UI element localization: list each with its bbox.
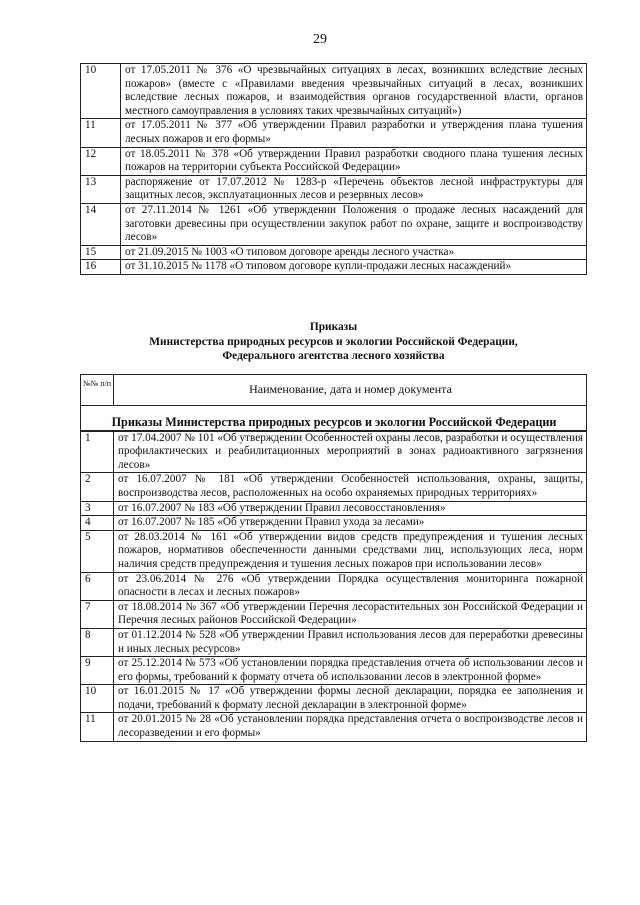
- table-row: [81, 628, 587, 656]
- row-number: 10: [81, 685, 114, 713]
- table-row: [81, 147, 587, 175]
- row-number: 16: [81, 260, 121, 275]
- row-number: 6: [81, 572, 114, 600]
- document-description: от 17.05.2011 № 377 «Об утверждении Правил разработки и утверждения плана тушения лесных пожаров и его формы»: [121, 119, 587, 147]
- table-row: [81, 657, 587, 685]
- row-number: 7: [81, 600, 114, 628]
- document-description: от 18.05.2011 № 378 «Об утверждении Правил разработки сводного плана тушения лесных пожаров на территории субъекта Российской Федерации»: [121, 147, 587, 175]
- document-description: от 31.10.2015 № 1178 «О типовом договоре купли-продажи лесных насаждений»: [121, 260, 587, 275]
- table-row: [81, 600, 587, 628]
- table-row: [81, 713, 587, 741]
- document-description: от 23.06.2014 № 276 «Об утверждении Порядка осуществления мониторинга пожарной опасности в лесах и лесных пожаров»: [114, 572, 587, 600]
- document-description: от 21.09.2015 № 1003 «О типовом договоре аренды лесного участка»: [121, 245, 587, 260]
- document-description: от 17.05.2011 № 376 «О чрезвычайных ситуациях в лесах, возникших вследствие лесных пожаров» (вместе с «Правилами введения чрезвычайных ситуаций в лесах, возникших вследствие лесных пожаров, и взаимодействия органов государственной власти, органов местного самоуправления в условиях таких чрезвычайных ситуаций»): [121, 64, 587, 119]
- document-description: от 01.12.2014 № 528 «Об утверждении Правил использования лесов для переработки древесины и иных лесных ресурсов»: [114, 628, 587, 656]
- table-row: [81, 119, 587, 147]
- table-row: [81, 530, 587, 572]
- row-number: 15: [81, 245, 121, 260]
- row-number: 13: [81, 175, 121, 203]
- table-row: [81, 203, 587, 245]
- row-number: 9: [81, 657, 114, 685]
- page-number: 29: [313, 32, 327, 47]
- row-number: 12: [81, 147, 121, 175]
- table-row: [81, 64, 587, 119]
- row-number: 8: [81, 628, 114, 656]
- document-description: от 16.07.2007 № 181 «Об утверждении Особенностей использования, охраны, защиты, воспроизводства лесов, расположенных на особо охраняемых природных территориях»: [114, 473, 587, 501]
- table-row: [81, 501, 587, 516]
- header-number-cell: №№ п/п: [81, 375, 114, 406]
- table-row: [81, 473, 587, 501]
- table-row: [81, 572, 587, 600]
- orders-heading-line-2: Министерства природных ресурсов и экологии Российской Федерации,: [149, 335, 518, 348]
- document-description: от 18.08.2014 № 367 «Об утверждении Перечня лесорастительных зон Российской Федерации и Перечня лесных районов Российской Федерации»: [114, 600, 587, 628]
- document-description: от 28.03.2014 № 161 «Об утверждении видов средств предупреждения и тушения лесных пожаров, нормативов обеспеченности данными средствами лиц, использующих леса, норм наличия средств предупреждения и тушения лесных пожаров при использовании лесов»: [114, 530, 587, 572]
- row-number: 1: [81, 431, 114, 473]
- orders-heading: [80, 320, 587, 364]
- orders-heading-line-1: Приказы: [309, 321, 358, 333]
- header-title-cell: Наименование, дата и номер документа: [114, 375, 587, 406]
- row-number: 11: [81, 119, 121, 147]
- row-number: 3: [81, 501, 114, 516]
- document-description: от 25.12.2014 № 573 «Об установлении порядка представления отчета об использовании лесов и его формы, требований к формату отчета об использовании лесов в электронной форме»: [114, 657, 587, 685]
- document-description: от 16.01.2015 № 17 «Об утверждении формы лесной декларации, порядка ее заполнения и подачи, требований к формату лесной декларации в электронной форме»: [114, 685, 587, 713]
- table-header-row: [81, 375, 587, 406]
- ministry-orders-table: [80, 374, 587, 742]
- row-number: 2: [81, 473, 114, 501]
- table-row: [81, 431, 587, 473]
- table-row: [81, 175, 587, 203]
- section-title-row: [81, 406, 587, 431]
- government-decrees-table: [80, 63, 587, 275]
- document-description: распоряжение от 17.07.2012 № 1283-р «Перечень объектов лесной инфраструктуры для защитных лесов, эксплуатационных лесов и резервных лесов»: [121, 175, 587, 203]
- table-row: [81, 516, 587, 531]
- document-description: от 16.07.2007 № 185 «Об утверждении Правил ухода за лесами»: [114, 516, 587, 531]
- row-number: 10: [81, 64, 121, 119]
- row-number: 4: [81, 516, 114, 531]
- table-row: [81, 685, 587, 713]
- document-description: от 27.11.2014 № 1261 «Об утверждении Положения о продаже лесных насаждений для заготовки древесины при осуществлении закупок работ по охране, защите и воспроизводству лесов»: [121, 203, 587, 245]
- row-number: 14: [81, 203, 121, 245]
- section-title: Приказы Министерства природных ресурсов и экологии Российской Федерации: [81, 406, 587, 431]
- row-number: 11: [81, 713, 114, 741]
- table-row: [81, 245, 587, 260]
- document-description: от 20.01.2015 № 28 «Об установлении порядка представления отчета о воспроизводстве лесов и лесоразведении и его формы»: [114, 713, 587, 741]
- orders-heading-line-3: Федерального агентства лесного хозяйства: [222, 350, 445, 362]
- document-description: от 16.07.2007 № 183 «Об утверждении Правил лесовосстановления»: [114, 501, 587, 516]
- document-description: от 17.04.2007 № 101 «Об утверждении Особенностей охраны лесов, разработки и осуществления профилактических и реабилитационных мероприятий в зонах радиоактивного загрязнения лесов»: [114, 431, 587, 473]
- row-number: 5: [81, 530, 114, 572]
- table-row: [81, 260, 587, 275]
